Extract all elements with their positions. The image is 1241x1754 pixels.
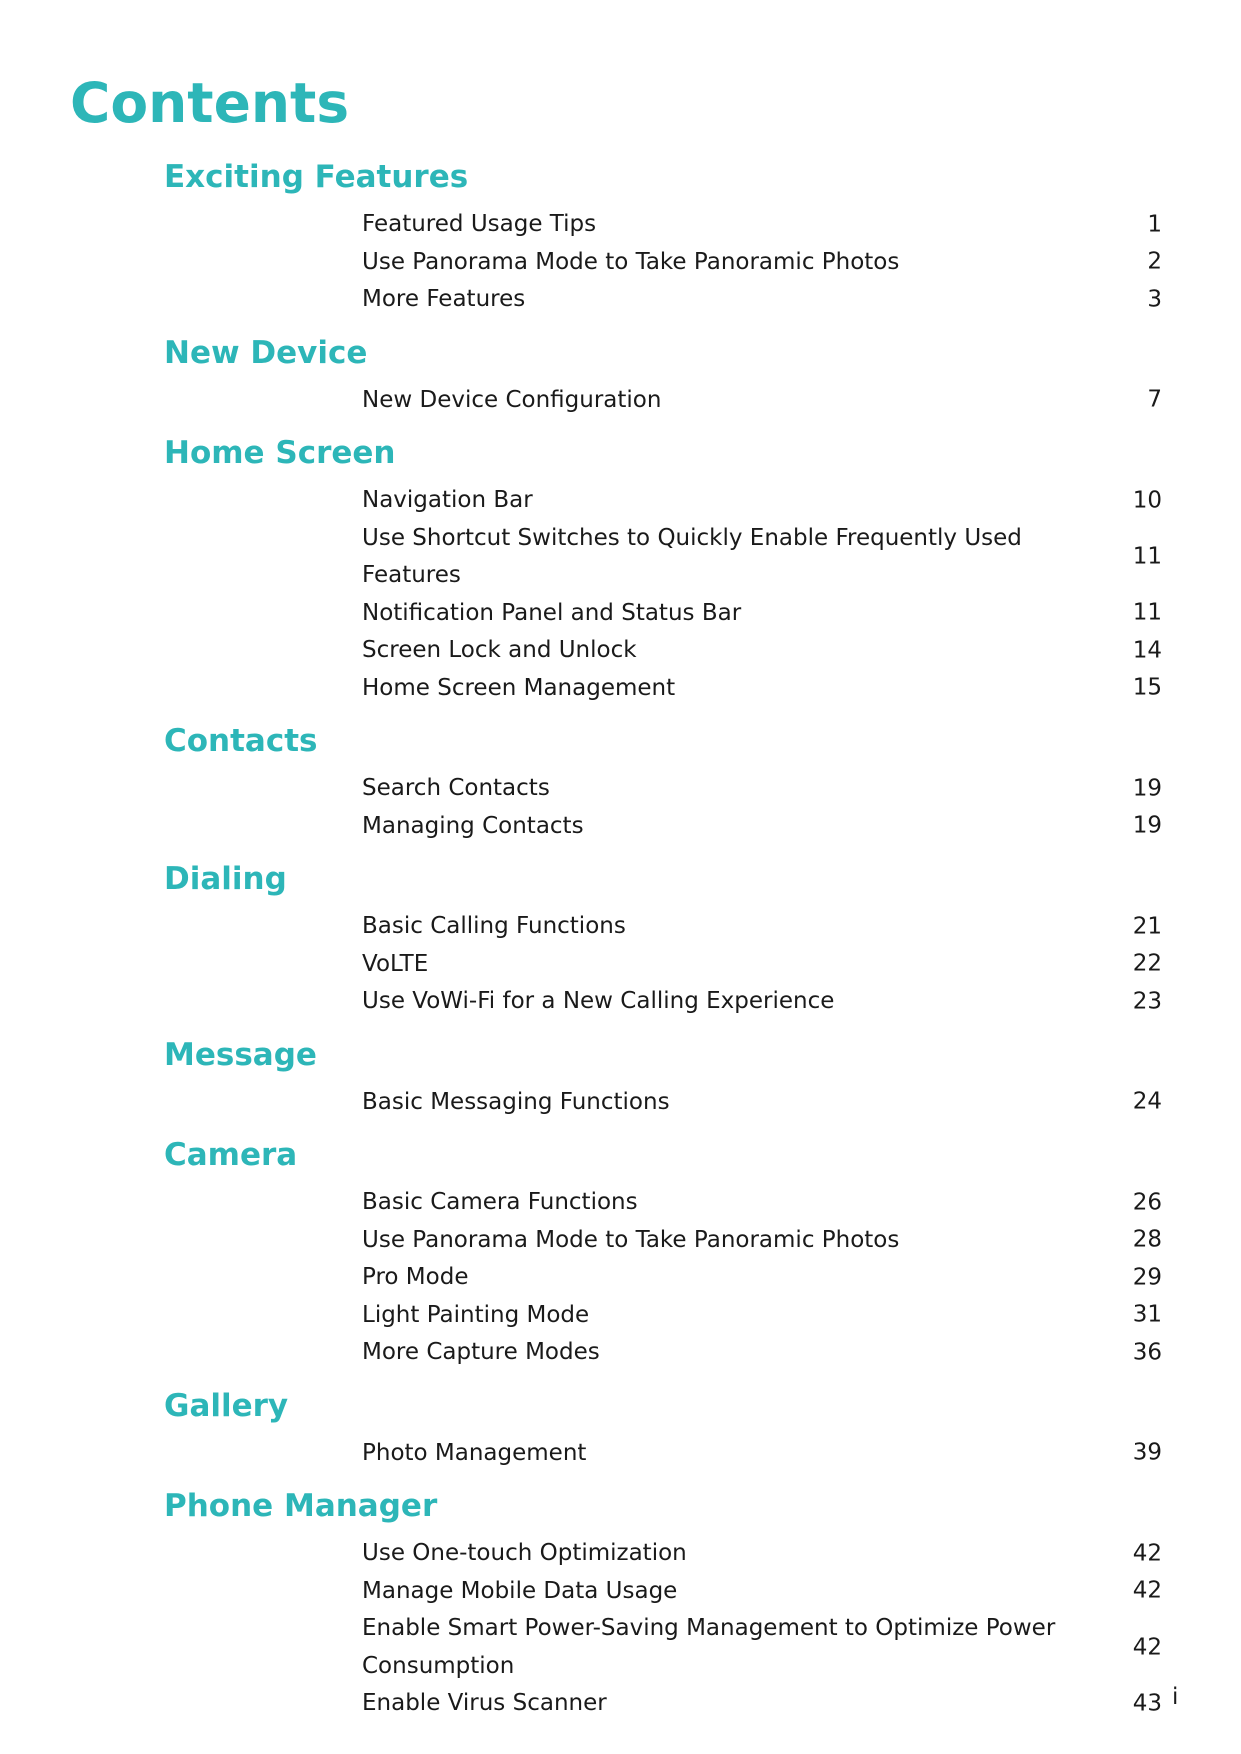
toc-entry[interactable] xyxy=(362,1222,1162,1260)
toc-entry-label: Navigation Bar xyxy=(362,487,533,513)
toc-entry-label: New Device Configuration xyxy=(362,386,662,413)
toc-entry-page-number: 42 xyxy=(1132,1540,1162,1566)
toc-entry-page-number: 31 xyxy=(1132,1301,1162,1328)
toc-section xyxy=(0,857,1241,1021)
toc-entry[interactable] xyxy=(362,1184,1162,1222)
page-number: i xyxy=(1172,1684,1179,1710)
section-heading[interactable]: Home Screen xyxy=(164,435,396,471)
toc-entry[interactable] xyxy=(362,770,1162,808)
toc-entry[interactable] xyxy=(362,1435,1162,1473)
toc-entry-page-number: 2 xyxy=(1147,248,1162,275)
toc-section xyxy=(0,155,1241,319)
section-heading[interactable]: Dialing xyxy=(164,861,287,897)
toc-entry-page-number: 22 xyxy=(1132,950,1162,977)
toc-entry[interactable] xyxy=(362,1573,1162,1611)
toc-entry-label: Light Painting Mode xyxy=(362,1301,590,1328)
section-heading[interactable]: Contacts xyxy=(164,723,318,759)
toc-entry-list xyxy=(0,1184,1241,1372)
toc-entry-page-number: 10 xyxy=(1132,487,1162,513)
toc-entry-label: More Capture Modes xyxy=(362,1339,600,1365)
section-heading[interactable]: Gallery xyxy=(164,1387,289,1424)
toc-entry-page-number: 24 xyxy=(1132,1088,1162,1115)
toc-entry[interactable] xyxy=(362,983,1162,1021)
toc-entry-page-number: 39 xyxy=(1132,1439,1162,1466)
toc-entry-label: Photo Management xyxy=(362,1439,587,1466)
toc-entry[interactable] xyxy=(362,1610,1162,1685)
toc-section xyxy=(0,331,1241,420)
section-heading[interactable]: New Device xyxy=(164,334,368,371)
toc-section xyxy=(0,719,1241,845)
toc-entry-list xyxy=(0,770,1241,845)
toc-entry-page-number: 19 xyxy=(1132,775,1162,801)
toc-entry[interactable] xyxy=(362,632,1162,670)
toc-entry[interactable] xyxy=(362,1084,1162,1122)
toc-entry-label: Pro Mode xyxy=(362,1264,469,1290)
section-heading[interactable]: Camera xyxy=(164,1137,298,1173)
toc-entry-page-number: 11 xyxy=(1132,599,1162,626)
toc-entry[interactable] xyxy=(362,1297,1162,1335)
toc-entry[interactable] xyxy=(362,1535,1162,1573)
toc-entry[interactable] xyxy=(362,670,1162,708)
toc-entry[interactable] xyxy=(362,482,1162,520)
section-heading[interactable]: Phone Manager xyxy=(164,1488,438,1524)
toc-entry-page-number: 11 xyxy=(1132,543,1162,570)
toc-entry-page-number: 28 xyxy=(1132,1226,1162,1253)
toc-entry-label: More Features xyxy=(362,286,526,312)
section-heading[interactable]: Message xyxy=(164,1036,317,1073)
toc-entry-page-number: 36 xyxy=(1132,1339,1162,1365)
toc-section xyxy=(0,1484,1241,1723)
toc-entry-list xyxy=(0,1084,1241,1122)
toc-entry-label: Basic Messaging Functions xyxy=(362,1088,670,1115)
toc-entry[interactable] xyxy=(362,1685,1162,1723)
toc-entry[interactable] xyxy=(362,595,1162,633)
toc-entry[interactable] xyxy=(362,520,1162,595)
toc-entry-label: Use VoWi-Fi for a New Calling Experience xyxy=(362,988,835,1014)
toc-entry-page-number: 23 xyxy=(1132,988,1162,1014)
toc-entry-page-number: 15 xyxy=(1132,674,1162,701)
toc-entry[interactable] xyxy=(362,908,1162,946)
toc-entry-label: Basic Calling Functions xyxy=(362,913,626,939)
toc-entry[interactable] xyxy=(362,1334,1162,1372)
toc-entry-page-number: 14 xyxy=(1132,637,1162,663)
toc-entry-page-number: 42 xyxy=(1132,1577,1162,1604)
toc-entry-label: Basic Camera Functions xyxy=(362,1189,638,1215)
toc-entry-list xyxy=(0,1435,1241,1473)
toc-entry-page-number: 1 xyxy=(1147,211,1162,237)
toc-entry[interactable] xyxy=(362,244,1162,282)
toc-entry[interactable] xyxy=(362,946,1162,984)
toc-entry-page-number: 42 xyxy=(1132,1633,1162,1660)
table-of-contents xyxy=(0,155,1241,1723)
toc-section xyxy=(0,1384,1241,1473)
toc-entry-label: Home Screen Management xyxy=(362,674,676,701)
toc-entry-list xyxy=(0,482,1241,707)
toc-entry-page-number: 7 xyxy=(1147,386,1162,413)
toc-entry-page-number: 19 xyxy=(1132,812,1162,839)
toc-section xyxy=(0,1133,1241,1372)
toc-entry-page-number: 3 xyxy=(1147,286,1162,312)
toc-entry-label: Notification Panel and Status Bar xyxy=(362,599,742,626)
toc-entry-page-number: 21 xyxy=(1132,913,1162,939)
toc-entry[interactable] xyxy=(362,382,1162,420)
toc-entry-label: Enable Smart Power-Saving Management to Optimize Power Consumption xyxy=(362,1615,1056,1679)
toc-section xyxy=(0,431,1241,707)
toc-entry-list xyxy=(0,382,1241,420)
toc-entry-label: Manage Mobile Data Usage xyxy=(362,1577,678,1604)
toc-entry-list xyxy=(0,908,1241,1021)
toc-entry-list xyxy=(0,206,1241,319)
toc-entry-label: Managing Contacts xyxy=(362,812,584,839)
toc-entry[interactable] xyxy=(362,206,1162,244)
toc-entry-label: Search Contacts xyxy=(362,775,550,801)
toc-entry-label: Use One-touch Optimization xyxy=(362,1540,687,1566)
toc-entry-page-number: 43 xyxy=(1132,1690,1162,1716)
toc-entry-label: VoLTE xyxy=(362,950,429,977)
toc-entry-label: Use Shortcut Switches to Quickly Enable Frequently Used Features xyxy=(362,524,1022,588)
toc-entry-label: Use Panorama Mode to Take Panoramic Photos xyxy=(362,1226,900,1253)
toc-entry-label: Featured Usage Tips xyxy=(362,211,597,237)
toc-entry-label: Enable Virus Scanner xyxy=(362,1690,607,1716)
toc-entry-label: Screen Lock and Unlock xyxy=(362,637,637,663)
toc-entry[interactable] xyxy=(362,1259,1162,1297)
toc-entry-page-number: 29 xyxy=(1132,1264,1162,1290)
toc-entry-page-number: 26 xyxy=(1132,1189,1162,1215)
toc-section xyxy=(0,1033,1241,1122)
toc-entry[interactable] xyxy=(362,281,1162,319)
page-title: Contents xyxy=(70,71,350,135)
section-heading[interactable]: Exciting Features xyxy=(164,159,469,195)
toc-entry-list xyxy=(0,1535,1241,1723)
toc-entry-label: Use Panorama Mode to Take Panoramic Photos xyxy=(362,248,900,275)
toc-entry[interactable] xyxy=(362,808,1162,846)
